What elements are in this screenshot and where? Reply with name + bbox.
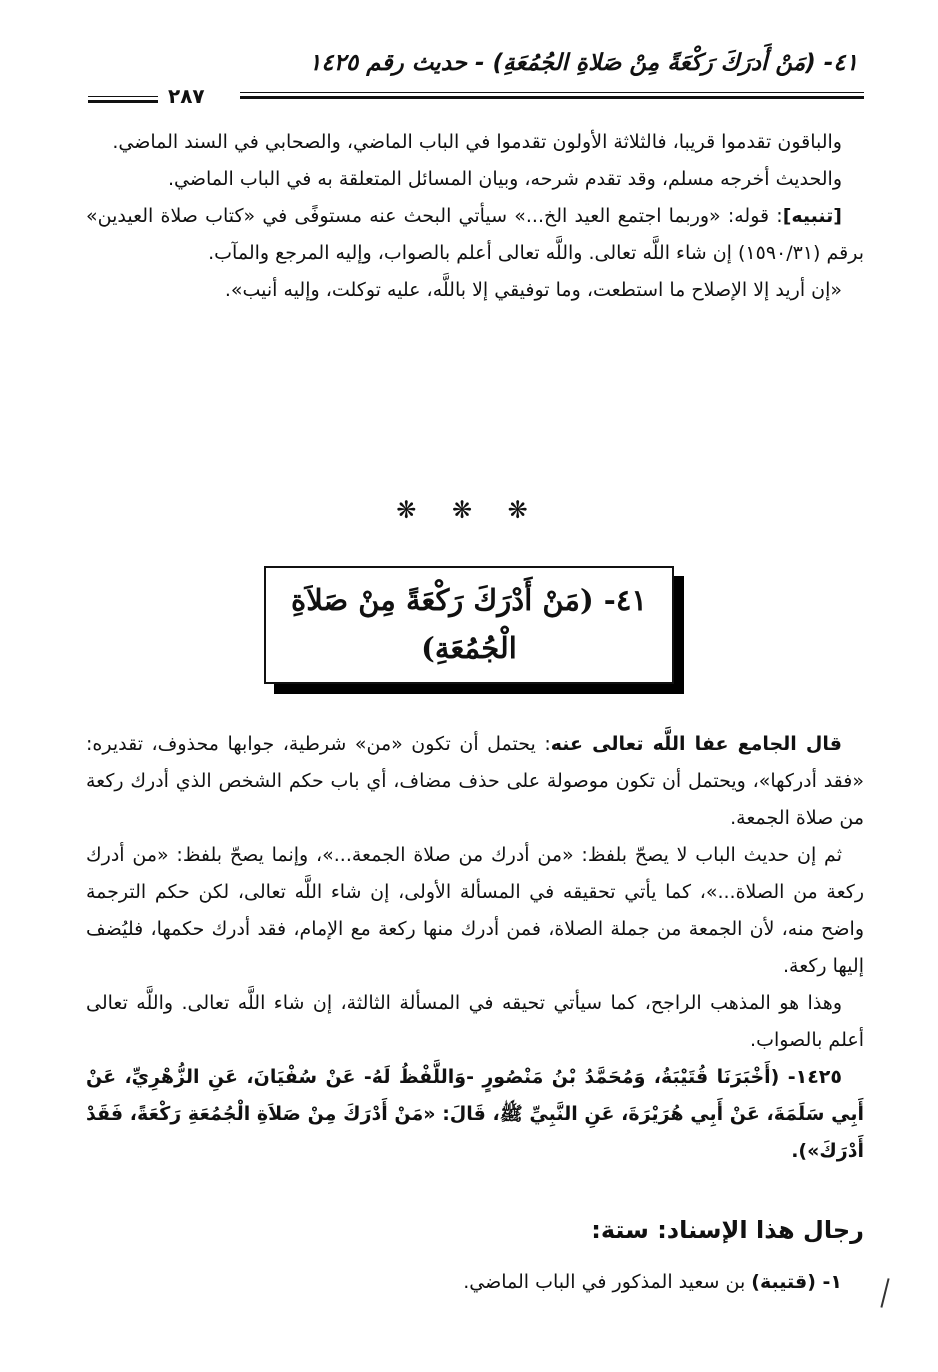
header-rule-right [240,92,864,99]
section-separator: ❋ ❋ ❋ [396,496,542,524]
main-section [86,726,864,1170]
top-section [86,124,864,309]
running-header: ٤١- (مَنْ أَدرَكَ رَكْعَةً مِنْ صَلاةِ الجُمُعَةِ) - حديث رقم ١٤٢٥ [308,50,858,76]
paragraph: والحديث أخرجه مسلم، وقد تقدم شرحه، وبيان المسائل المتعلقة به في الباب الماضي. [167,168,842,190]
margin-mark [880,1278,889,1308]
notice-label: [تنبيه] [782,205,842,227]
paragraph: ثم إن حديث الباب لا يصحّ بلفظ: «من أدرك من صلاة الجمعة...»، وإنما يصحّ بلفظ: «من أدرك ركعة من الصلاة...»، كما يأتي تحقيقه في المسألة الأولى، إن شاء اللَّه تعالى، لكن حكم الترجمة واضح منه، لأن الجمعة من جملة الصلاة، فمن أدرك منها ركعة مع الإمام، فقد أدرك حكمها، فليُضف إليها ركعة. [86,844,864,977]
header-rule-left [88,96,158,103]
narrator-item [86,1264,864,1301]
chapter-title-box [264,566,674,684]
narrator-description: بن سعيد المذكور في الباب الماضي. [463,1271,752,1293]
page-number: ٢٨٧ [168,84,205,108]
commentary-text: : يحتمل أن تكون «من» شرطية، جوابها محذوف، تقديره: «فقد أدركها»، ويحتمل أن تكون موصولة على حذف مضاف، أي باب حكم الشخص الذي أدرك ركعة من صلاة الجمعة. [86,733,864,829]
paragraph: والباقون تقدموا قريبا، فالثلاثة الأولون تقدموا في الباب الماضي، والصحابي في السند الماضي. [112,131,842,153]
closing-verse: «إن أريد إلا الإصلاح ما استطعت، وما توفيقي إلا باللَّه، عليه توكلت، وإليه أنيب». [224,279,842,301]
commentary-label: قال الجامع عفا اللَّه تعالى عنه [550,733,842,755]
chapter-title-line-2: الْجُمُعَةِ) [421,631,517,665]
hadith-text: ١٤٢٥- (أَخْبَرَنَا قُتَيْبَةُ، وَمُحَمَّدُ بْنُ مَنْصُورٍ -وَاللَّفْظُ لَهُ- عَنْ سُفْيَانَ، عَنِ الزُّهْرِيِّ، عَنْ أَبِي سَلَمَةَ، عَنْ أَبِي هُرَيْرَةَ، عَنِ النَّبِيِّ ﷺ، قَالَ: «مَنْ أَدْرَكَ مِنْ صَلاَةِ الْجُمُعَةِ رَكْعَةً، فَقَدْ أَدْرَكَ»). [86,1066,864,1162]
chapter-title-line-1: ٤١- (مَنْ أَدْرَكَ رَكْعَةً مِنْ صَلاَةِ [291,583,647,617]
commentary-paragraph [86,726,864,837]
paragraph: وهذا هو المذهب الراجح، كما سيأتي تحيقه في المسألة الثالثة، إن شاء اللَّه تعالى. واللَّه تعالى أعلم بالصواب. [86,992,864,1051]
notice-text: : قوله: «وربما اجتمع العيد الخ...» سيأتي البحث عنه مستوفًى في «كتاب صلاة العيدين» برقم (١٥٩٠/٣١) إن شاء اللَّه تعالى. واللَّه تعالى أعلم بالصواب، وإليه المرجع والمآب. [86,205,864,264]
notice-paragraph [86,198,864,272]
narrators-heading: رجال هذا الإسناد: ستة: [591,1216,864,1244]
narrators-list [86,1264,864,1301]
narrator-name: ١- (قتيبة) [751,1271,842,1293]
